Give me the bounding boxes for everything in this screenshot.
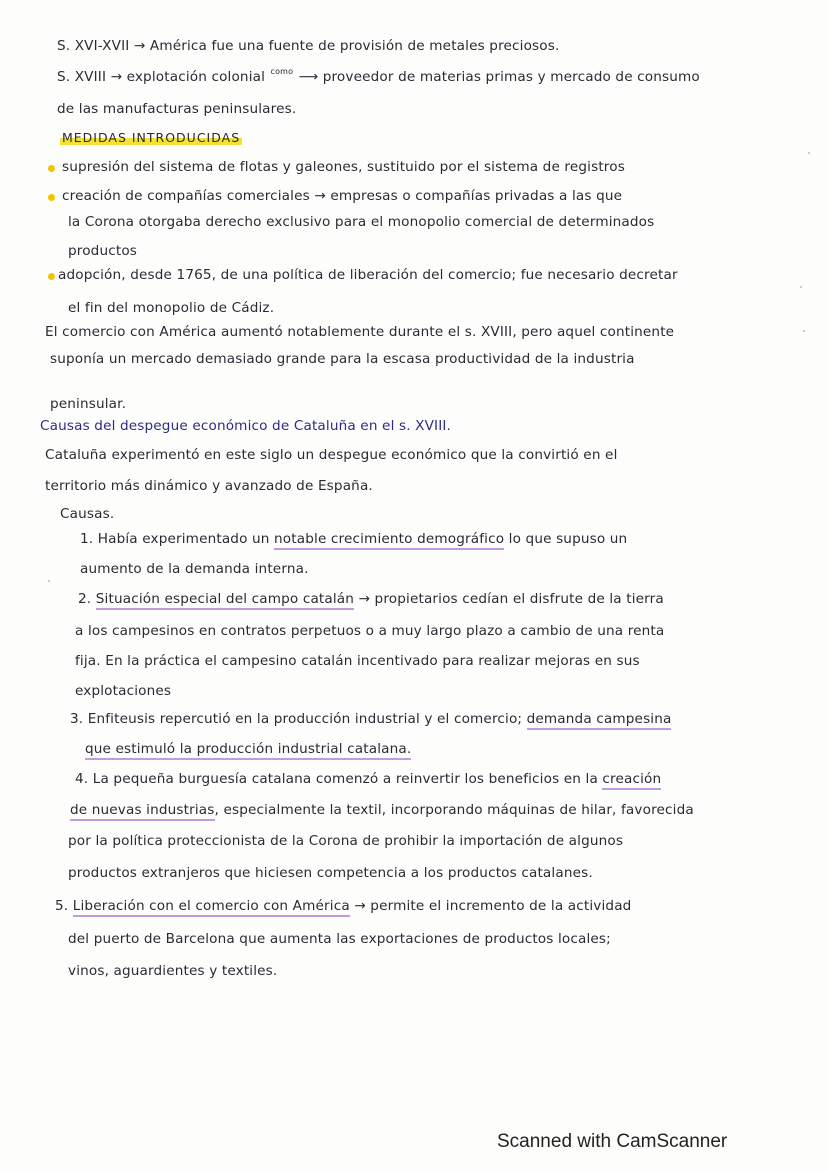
section-heading xyxy=(60,129,242,147)
note-line xyxy=(75,770,661,788)
note-line: vinos, aguardientes y textiles. xyxy=(68,963,278,979)
bullet-icon xyxy=(48,273,55,280)
underlined-text: Liberación con el comercio con América xyxy=(73,898,350,917)
note-line: suponía un mercado demasiado grande para la escasa productividad de la industria xyxy=(50,351,635,367)
underlined-text: Situación especial del campo catalán xyxy=(96,591,354,610)
note-line: peninsular. xyxy=(50,396,127,412)
scan-speck xyxy=(803,330,805,332)
note-text: → propietarios cedían el disfrute de la tierra xyxy=(358,591,664,607)
note-line: la Corona otorgaba derecho exclusivo para el monopolio comercial de determinados xyxy=(68,214,655,230)
note-text: 5. xyxy=(55,898,69,914)
note-text: → permite el incremento de la actividad xyxy=(354,898,632,914)
note-line: el fin del monopolio de Cádiz. xyxy=(68,300,275,316)
scan-speck xyxy=(800,286,802,288)
note-line: de las manufacturas peninsulares. xyxy=(57,101,297,117)
note-line: del puerto de Barcelona que aumenta las exportaciones de productos locales; xyxy=(68,931,611,947)
bullet-item: supresión del sistema de flotas y galeones, sustituido por el sistema de registros xyxy=(62,159,625,175)
note-line xyxy=(80,530,627,548)
underlined-text: demanda campesina xyxy=(527,711,672,730)
underlined-text: notable crecimiento demográfico xyxy=(274,531,504,550)
bullet-item: creación de compañías comerciales → empresas o compañías privadas a las que xyxy=(62,188,623,204)
note-line: El comercio con América aumentó notablemente durante el s. XVIII, pero aquel continente xyxy=(45,324,675,340)
note-line: S. XVI-XVII → América fue una fuente de provisión de metales preciosos. xyxy=(57,38,560,54)
note-line: por la política proteccionista de la Corona de prohibir la importación de algunos xyxy=(68,833,624,849)
underlined-text: creación xyxy=(602,771,661,790)
note-line: explotaciones xyxy=(75,683,172,699)
note-line: productos extranjeros que hiciesen competencia a los productos catalanes. xyxy=(68,865,593,881)
note-line: a los campesinos en contratos perpetuos o a muy largo plazo a cambio de una renta xyxy=(75,623,665,639)
note-text: , especialmente la textil, incorporando máquinas de hilar, favorecida xyxy=(214,802,694,818)
scan-speck xyxy=(48,580,50,582)
note-text: 1. Había experimentado un xyxy=(80,531,270,547)
subheading: Causas. xyxy=(60,506,115,522)
note-line xyxy=(85,740,411,758)
note-text: ⟶ proveedor de materias primas y mercado de consumo xyxy=(298,69,700,85)
arrow-annotation: como xyxy=(270,67,294,76)
note-line xyxy=(57,68,700,86)
note-line xyxy=(70,710,671,728)
heading-text: MEDIDAS INTRODUCIDAS xyxy=(62,130,241,145)
note-line: territorio más dinámico y avanzado de España. xyxy=(45,478,373,494)
note-line: productos xyxy=(68,243,138,259)
note-line: fija. En la práctica el campesino catalán incentivado para realizar mejoras en sus xyxy=(75,653,640,669)
bullet-icon xyxy=(48,194,55,201)
note-text: S. XVIII → explotación colonial xyxy=(57,69,266,85)
note-text: 3. Enfiteusis repercutió en la producción industrial y el comercio; xyxy=(70,711,523,727)
note-text: lo que supuso un xyxy=(508,531,628,547)
scanner-watermark: Scanned with CamScanner xyxy=(497,1131,728,1152)
scan-speck xyxy=(808,152,810,154)
bullet-icon xyxy=(48,165,55,172)
note-line xyxy=(70,801,694,819)
note-line: aumento de la demanda interna. xyxy=(80,561,309,577)
underlined-text: de nuevas industrias xyxy=(70,802,215,821)
note-line xyxy=(78,590,664,608)
note-text: 4. La pequeña burguesía catalana comenzó a reinvertir los beneficios en la xyxy=(75,771,598,787)
note-line: Cataluña experimentó en este siglo un despegue económico que la convirtió en el xyxy=(45,447,618,463)
underlined-text: que estimuló la producción industrial catalana. xyxy=(85,741,411,760)
note-text: 2. xyxy=(78,591,92,607)
bullet-item: adopción, desde 1765, de una política de liberación del comercio; fue necesario decretar xyxy=(58,267,678,283)
section-heading: Causas del despegue económico de Cataluña en el s. XVIII. xyxy=(40,418,452,434)
note-line xyxy=(55,897,631,915)
